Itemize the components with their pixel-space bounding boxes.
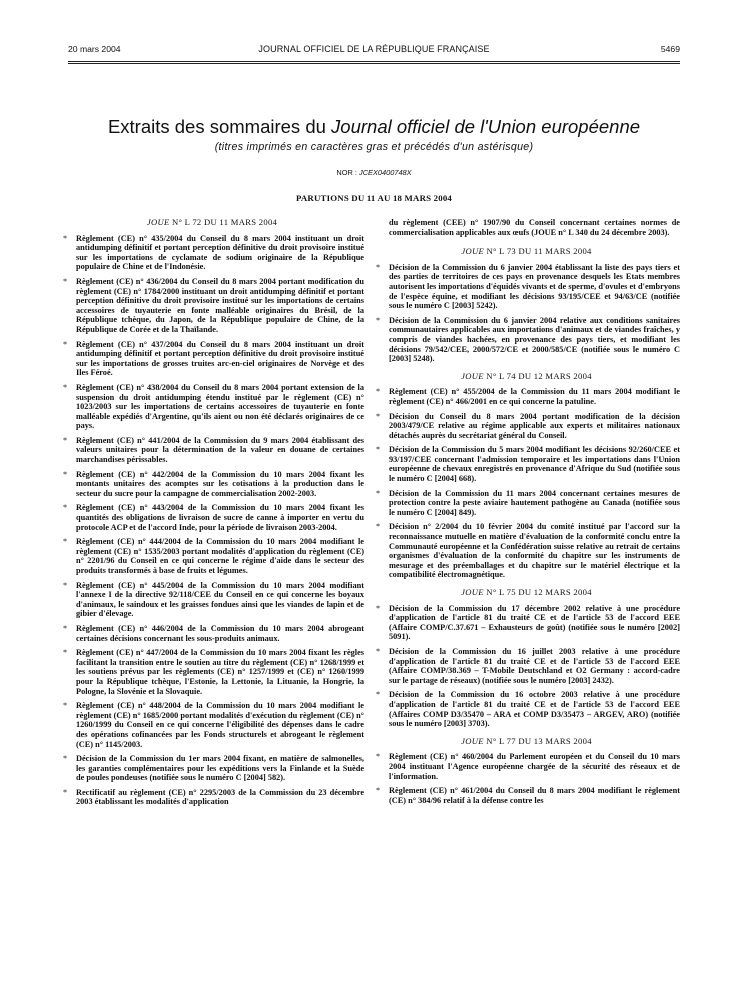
list-item [373, 387, 680, 406]
list-item [373, 752, 680, 781]
page-subtitle: (titres imprimés en caractères gras et précédés d'un astérisque) [214, 141, 534, 153]
joue-label: JOUE [146, 217, 170, 227]
entry-text: Règlement (CE) n° 443/2004 de la Commission du 10 mars 2004 fixant les quantités des obligations de livraison de sucre de canne à importer en vertu du protocole ACP et de l'accord Inde, pour la période de livraison 2003-2004. [76, 503, 364, 532]
list-item [373, 263, 680, 311]
list-item [60, 340, 364, 378]
list-item [60, 581, 364, 619]
asterisk-marker: * [63, 623, 68, 633]
header-rule-double [68, 63, 680, 64]
header-rule [68, 61, 680, 62]
asterisk-marker: * [63, 754, 68, 764]
asterisk-marker: * [63, 537, 68, 547]
section-heading-text: N° L 73 DU 11 MARS 2004 [484, 246, 592, 257]
asterisk-marker: * [63, 469, 68, 479]
nor-label: NOR : [336, 168, 359, 177]
asterisk-marker: * [376, 690, 381, 700]
joue-label: JOUE [461, 370, 484, 381]
joue-label: JOUE [461, 587, 484, 597]
nor-reference [68, 168, 680, 177]
asterisk-marker: * [376, 262, 381, 272]
list-item [373, 522, 680, 580]
continued-entry: du règlement (CEE) n° 1907/90 du Conseil concernant certaines normes de commercialisation applicables aux œufs (JOUE n° L 340 du 24 décembre 2003). [389, 218, 680, 237]
entry-text: Règlement (CE) n° 436/2004 du Conseil du 8 mars 2004 portant modification du règlement (CE) n° 1784/2000 instituant un droit antidumping définitif et portant perception définitive du droit provisoire institué sur les importations de certains accessoires de tuyauterie en fonte malléable originaires du Brésil, de la République tchèque, du Japon, de la République populaire de Chine, de la République de Corée et de la Thaïlande. [76, 276, 364, 334]
asterisk-marker: * [376, 603, 381, 613]
asterisk-marker: * [63, 276, 68, 286]
list-item [373, 647, 680, 685]
list-item [373, 489, 680, 518]
title-prefix: Extraits des sommaires du [107, 116, 332, 137]
asterisk-marker: * [376, 411, 381, 421]
entry-text: Décision de la Commission du 17 décembre 2002 relative à une procédure d'application de l'article 81 du traité CE et de l'article 53 de l'accord EEE (Affaire COMP/C.37.671 – Exhausteurs de goût) (notifiée sous le numéro [2002] 5091). [389, 603, 680, 642]
list-item [60, 383, 364, 431]
section-heading [373, 588, 680, 598]
list-item [373, 786, 680, 805]
entry-text: Règlement (CE) n° 455/2004 de la Commission du 11 mars 2004 modifiant le règlement (CE) n° 466/2001 en ce qui concerne la patuline. [389, 387, 680, 406]
entry-text: Règlement (CE) n° 461/2004 du Conseil du 8 mars 2004 modifiant le règlement (CE) n° 384/96 relatif à la défense contre les [389, 786, 680, 805]
section-heading [373, 372, 680, 382]
joue-label: JOUE [461, 735, 484, 746]
entry-text: Règlement (CE) n° 438/2004 du Conseil du 8 mars 2004 portant extension de la suspension du droit antidumping étendu institué par le règlement (CE) n° 1023/2003 sur les importations de certains accessoires de tuyauterie en fonte malléable expédiés d'Argentine, qu'ils aient ou non été déclarés originaires de ce pays. [76, 382, 364, 431]
entry-text: Décision de la Commission du 5 mars 2004 modifiant les décisions 92/260/CEE et 93/197/CEE concernant l'admission temporaire et les importations dans l'Union européenne de chevaux enregistrés en provenance d'Afrique du Sud (notifiée sous le numéro C [2004] 668). [389, 445, 680, 484]
list-item [373, 690, 680, 728]
list-item [373, 445, 680, 483]
asterisk-marker: * [63, 233, 68, 243]
asterisk-marker: * [63, 580, 68, 590]
list-item [60, 537, 364, 575]
section-heading [60, 218, 364, 228]
asterisk-marker: * [376, 488, 381, 498]
entry-text: Règlement (CE) n° 442/2004 de la Commission du 10 mars 2004 fixant les montants unitaires des acomptes sur les cotisations à la production dans le secteur du sucre pour la campagne de commercialisation 2002-2003. [76, 469, 364, 498]
entry-list [60, 234, 364, 807]
asterisk-marker: * [63, 435, 68, 445]
list-item [60, 503, 364, 532]
asterisk-marker: * [376, 522, 381, 532]
asterisk-marker: * [376, 786, 381, 796]
entry-text: Décision de la Commission du 16 juillet 2003 relative à une procédure d'application de l'article 81 du traité CE et de l'article 53 de l'accord EEE (Affaire COMP/38.369 – T-Mobile Deutschland et O2 Germany : accord-cadre sur le partage de réseaux) (notifiée sous le numéro [2003] 2432). [389, 646, 680, 685]
nor-code: JCEX0400748X [359, 168, 412, 177]
entry-text: Décision de la Commission du 11 mars 2004 concernant certaines mesures de protection contre la peste aviaire hautement pathogène au Canada (notifiée sous le numéro C [2004] 849). [389, 488, 680, 517]
entry-text: Règlement (CE) n° 447/2004 de la Commission du 10 mars 2004 fixant les règles facilitant la transition entre le soutien au titre du règlement (CE) n° 1268/1999 et les soutiens prévus par les règlements (CE) n° 1257/1999 et (CE) n° 1260/1999 pour la République tchèque, l'Estonie, la Lettonie, la Lituanie, la Hongrie, la Pologne, la Slovénie et la Slovaquie. [76, 648, 364, 696]
page-title [68, 116, 680, 138]
asterisk-marker: * [63, 701, 68, 711]
left-column [60, 218, 364, 812]
entry-text: Rectificatif au règlement (CE) n° 2295/2003 de la Commission du 23 décembre 2003 établissant les modalités d'application [76, 787, 364, 807]
asterisk-marker: * [63, 503, 68, 513]
entry-text: Règlement (CE) n° 445/2004 de la Commission du 10 mars 2004 modifiant l'annexe I de la directive 92/118/CEE du Conseil en ce qui concerne les boyaux d'animaux, le saindoux et les graisses fondues ainsi que les viandes de lapin et de gibier d'élevage. [76, 580, 364, 619]
entry-text: Décision de la Commission du 16 octobre 2003 relative à une procédure d'application de l'article 81 du traité CE et de l'article 53 de l'accord EEE (Affaires COMP D3/35470 – ARA et COMP D3/35473 – ARGEV, ARO) (notifiée sous le numéro [2003] 3703). [389, 690, 680, 729]
asterisk-marker: * [376, 445, 381, 455]
entry-text: Règlement (CE) n° 460/2004 du Parlement européen et du Conseil du 10 mars 2004 instituant l'Agence européenne chargée de la sécurité des réseaux et de l'information. [389, 752, 680, 781]
asterisk-marker: * [376, 315, 381, 325]
asterisk-marker: * [376, 387, 381, 397]
entry-list [373, 263, 680, 364]
entry-text: Décision du Conseil du 8 mars 2004 portant modification de la décision 2003/479/CE relative au régime applicable aux experts et militaires nationaux détachés auprès du secrétariat général du Conseil. [389, 411, 680, 440]
joue-label: JOUE [461, 246, 485, 257]
entry-text: Règlement (CE) n° 446/2004 de la Commission du 10 mars 2004 abrogeant certaines décisions concernant les sous-produits animaux. [76, 623, 364, 643]
section-heading [373, 247, 680, 257]
entry-text: Règlement (CE) n° 444/2004 de la Commission du 10 mars 2004 modifiant le règlement (CE) n° 1535/2003 portant modalités d'application du règlement (CE) n° 2201/96 du Conseil en ce qui concerne le régime d'aide dans le secteur des produits transformés à base de fruits et légumes. [76, 537, 364, 575]
asterisk-marker: * [63, 787, 68, 797]
entry-text: Règlement (CE) n° 437/2004 du Conseil du 8 mars 2004 instituant un droit antidumping définitif et portant perception définitive du droit provisoire institué sur les importations de grosses truites arc-en-ciel originaires de Norvège et des Iles Féroé. [76, 339, 364, 378]
asterisk-marker: * [63, 648, 68, 658]
parutions-heading: PARUTIONS DU 11 AU 18 MARS 2004 [295, 193, 453, 203]
list-item [373, 316, 680, 364]
list-item [60, 234, 364, 272]
asterisk-marker: * [376, 646, 381, 656]
list-item [60, 624, 364, 643]
list-item [373, 604, 680, 642]
entry-text: Décision n° 2/2004 du 10 février 2004 du comité institué par l'accord sur la reconnaissance mutuelle en matière d'évaluation de la conformité conclu entre la Communauté européenne et la Confédération suisse relative au retrait de certains organismes d'évaluation de la conformité du chapitre sur les instruments de mesurage et des préemballages et du chapitre sur le matériel électrique et la compatibilité électromagnétique. [389, 522, 680, 580]
list-item [60, 754, 364, 783]
header-page-number: 5469 [660, 44, 680, 54]
entry-list [373, 387, 680, 580]
header-journal-title: JOURNAL OFFICIEL DE LA RÉPUBLIQUE FRANÇAISE [258, 44, 490, 54]
asterisk-marker: * [63, 339, 68, 349]
entry-text: Règlement (CE) n° 448/2004 de la Commission du 10 mars 2004 modifiant le règlement (CE) n° 1685/2000 portant modalités d'exécution du règlement (CE) n° 1260/1999 du Conseil en ce qui concerne l'éligibilité des dépenses dans le cadre des opérations cofinancées par les Fonds structurels et abrogeant le règlement (CE) n° 1145/2003. [76, 701, 364, 749]
entry-list [373, 604, 680, 729]
section-heading [373, 737, 680, 747]
entry-text: Décision de la Commission du 1er mars 2004 fixant, en matière de salmonelles, les garanties complémentaires pour les expéditions vers la Finlande et la Suède de poules pondeuses (notifiée sous le numéro C [2004] 582). [76, 754, 364, 783]
list-item [373, 412, 680, 441]
list-item [60, 788, 364, 807]
section-heading-text: N° L 75 DU 12 MARS 2004 [483, 587, 592, 597]
entry-list [373, 752, 680, 805]
section-heading-text: N° L 77 DU 13 MARS 2004 [483, 735, 592, 746]
list-item [60, 470, 364, 499]
entry-text: Décision de la Commission du 6 janvier 2004 établissant la liste des pays tiers et des parties de territoires de ces pays en provenance desquels les Etats membres autorisent les importations d'équidés vivants et de sperme, d'ovules et d'embryons de l'espèce équine, et modifiant les décisions 93/195/CEE et 94/63/CE (notifiée sous le numéro C [2003] 5242). [389, 262, 680, 311]
list-item [60, 648, 364, 696]
entry-text: Règlement (CE) n° 441/2004 de la Commission du 9 mars 2004 établissant des valeurs unitaires pour la détermination de la valeur en douane de certaines marchandises périssables. [76, 435, 364, 465]
title-italic: Journal officiel de l'Union européenne [331, 116, 641, 137]
entry-text: Règlement (CE) n° 435/2004 du Conseil du 8 mars 2004 instituant un droit antidumping définitif et portant perception définitive du droit provisoire institué sur les importations de cyclamate de sodium originaire de la République populaire de Chine et de l'Indonésie. [76, 233, 364, 272]
list-item [60, 701, 364, 749]
asterisk-marker: * [63, 382, 68, 392]
asterisk-marker: * [376, 752, 381, 762]
header-date: 20 mars 2004 [68, 44, 121, 54]
section-heading-text: N° L 74 DU 12 MARS 2004 [483, 370, 592, 381]
entry-text: Décision de la Commission du 6 janvier 2004 relative aux conditions sanitaires communautaires applicables aux importations d'animaux et de viandes fraîches, y compris de viandes hachées, en provenance des pays tiers, et modifiant les décisions 79/542/CEE, 2000/572/CE et 2000/585/CE (notifiée sous le numéro C [2003] 5248). [389, 315, 680, 364]
section-heading-text: N° L 72 DU 11 MARS 2004 [169, 217, 278, 227]
right-column [373, 218, 680, 810]
list-item [60, 436, 364, 465]
list-item [60, 277, 364, 335]
